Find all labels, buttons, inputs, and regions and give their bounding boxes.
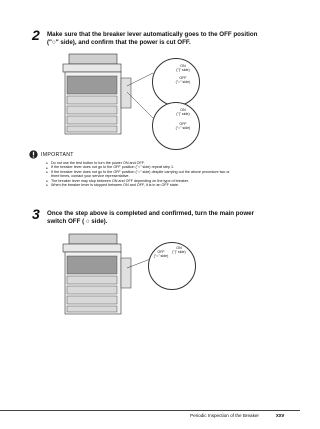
off-label [168,76,198,84]
footer-section: Periodic Inspection of the Breaker [190,413,259,418]
page-number: xxv [276,413,285,419]
step-number: 2 [32,27,40,43]
on-text: ON [180,108,186,112]
off-text: OFF [179,122,187,126]
off-label [168,122,198,130]
important-bullet-continuation: three times, contact your service representative. [51,174,130,179]
step-instruction [47,210,297,226]
on-text: ON [176,246,182,250]
important-bullet: ● Do not use the test button to turn the power ON and OFF. [51,161,295,165]
important-title: IMPORTANT [41,152,74,158]
copier-illustration [55,228,235,328]
off-side-text: ("○" side) [175,80,191,84]
off-text: OFF [157,250,165,254]
off-side-text: ("○" side) [153,254,169,258]
on-side-text: ("|" side) [176,112,190,116]
important-bullet: ● If the breaker lever does not go to the OFF position ("○" side) repeat step 1. [51,165,295,169]
important-list [45,161,295,187]
footer-rule [0,410,300,411]
step-line: ("○" side), and confirm that the power is cut OFF. [47,39,191,46]
on-label [168,64,198,72]
important-icon [29,150,38,159]
on-side-text: ("|" side) [176,68,190,72]
important-bullet: ● The breaker lever may stop between ON and OFF depending on the type of breaker. [51,179,295,183]
step-line: Once the step above is completed and confirmed, turn the main power [47,210,254,217]
important-bullet: ● When the breaker lever is stopped between ON and OFF, it is in an OFF state. [51,183,295,187]
on-side-text: ("|" side) [172,250,186,254]
important-bullet: ● If the breaker lever does not go to the OFF position ("○" side) despite carrying out the above procedure two or [51,170,295,174]
step-instruction [47,31,297,47]
on-label [166,246,192,254]
on-text: ON [180,64,186,68]
step-number: 3 [32,206,40,222]
off-text: OFF [179,76,187,80]
off-side-text: ("○" side) [175,126,191,130]
on-label [168,108,198,116]
step-line: Make sure that the breaker lever automatically goes to the OFF position [47,31,258,38]
step-line: switch OFF ( ○ side). [47,218,108,225]
copier-illustration [55,48,235,148]
